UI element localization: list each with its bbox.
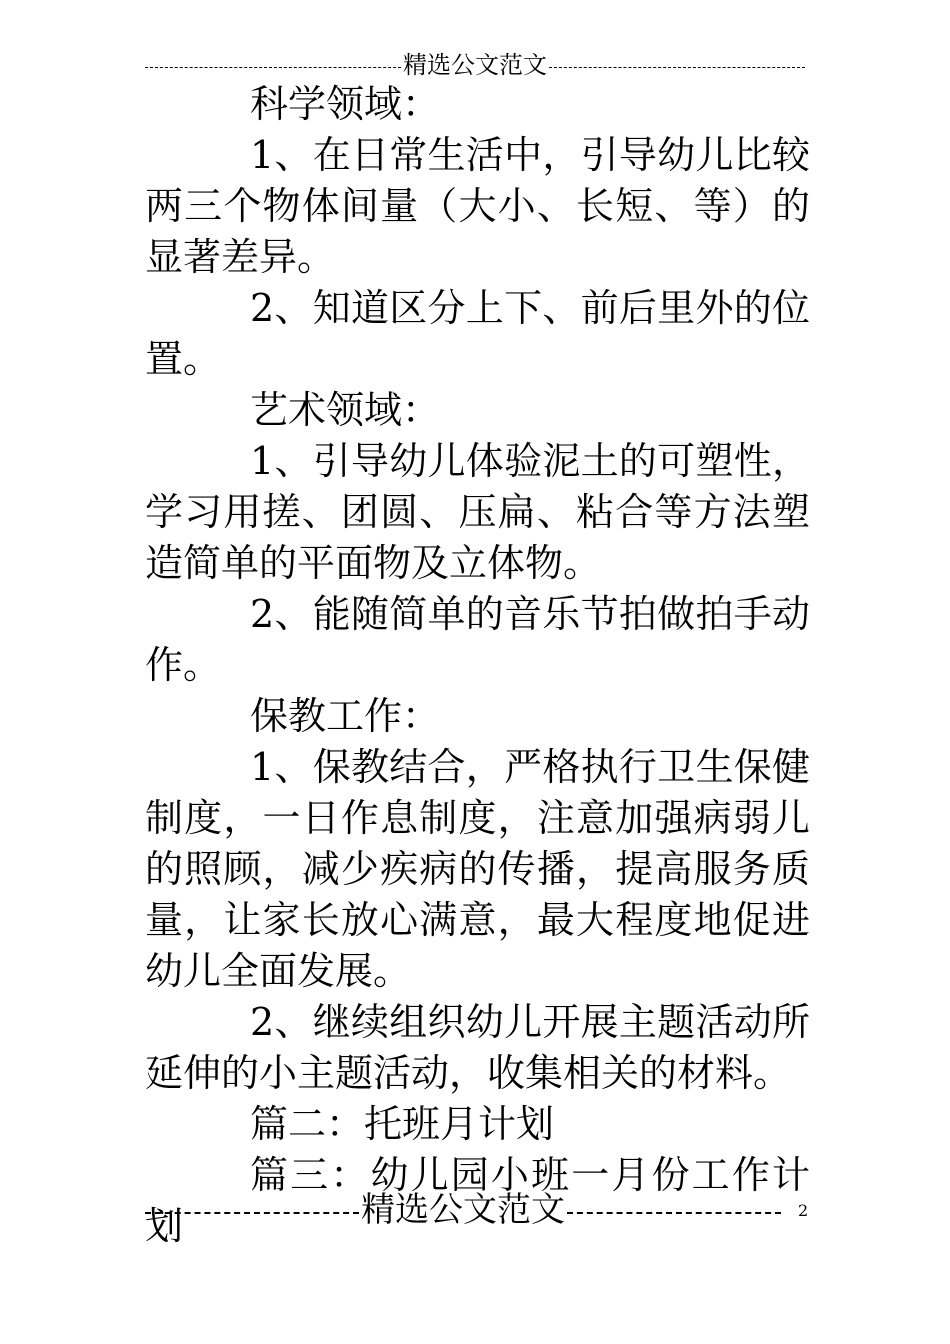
header-title: 精选公文范文	[403, 51, 547, 79]
footer-dashes-left	[145, 1212, 359, 1214]
paragraph: 2、能随简单的音乐节拍做拍手动作。	[145, 592, 810, 687]
page-number: 2	[798, 1201, 809, 1220]
paragraph: 2、知道区分上下、前后里外的位置。	[145, 286, 810, 381]
chapter-title: 篇二：托班月计划	[250, 1102, 555, 1146]
paragraph: 1、引导幼儿体验泥土的可塑性，学习用搓、团圆、压扁、粘合等方法塑造简单的平面物及立体物。	[145, 439, 810, 585]
footer-dashes-right	[567, 1212, 781, 1214]
header-dashes-left	[145, 67, 401, 68]
page-footer	[145, 1188, 781, 1232]
header-dashes-right	[549, 67, 805, 68]
section-heading-science: 科学领域：	[250, 82, 441, 126]
footer-title: 精选公文范文	[361, 1190, 565, 1230]
section-heading-art: 艺术领域：	[250, 388, 441, 432]
document-body	[145, 79, 810, 1252]
section-heading-care: 保教工作：	[250, 694, 441, 738]
paragraph: 1、保教结合，严格执行卫生保健制度，一日作息制度，注意加强病弱儿的照顾，减少疾病的传播，提高服务质量，让家长放心满意，最大程度地促进幼儿全面发展。	[145, 745, 810, 993]
page-header	[145, 50, 805, 80]
paragraph: 2、继续组织幼儿开展主题活动所延伸的小主题活动，收集相关的材料。	[145, 1000, 810, 1095]
paragraph: 1、在日常生活中，引导幼儿比较两三个物体间量（大小、长短、等）的显著差异。	[145, 133, 810, 279]
chapter-title: 篇三：幼儿园小班一月份工作计划	[145, 1153, 810, 1248]
